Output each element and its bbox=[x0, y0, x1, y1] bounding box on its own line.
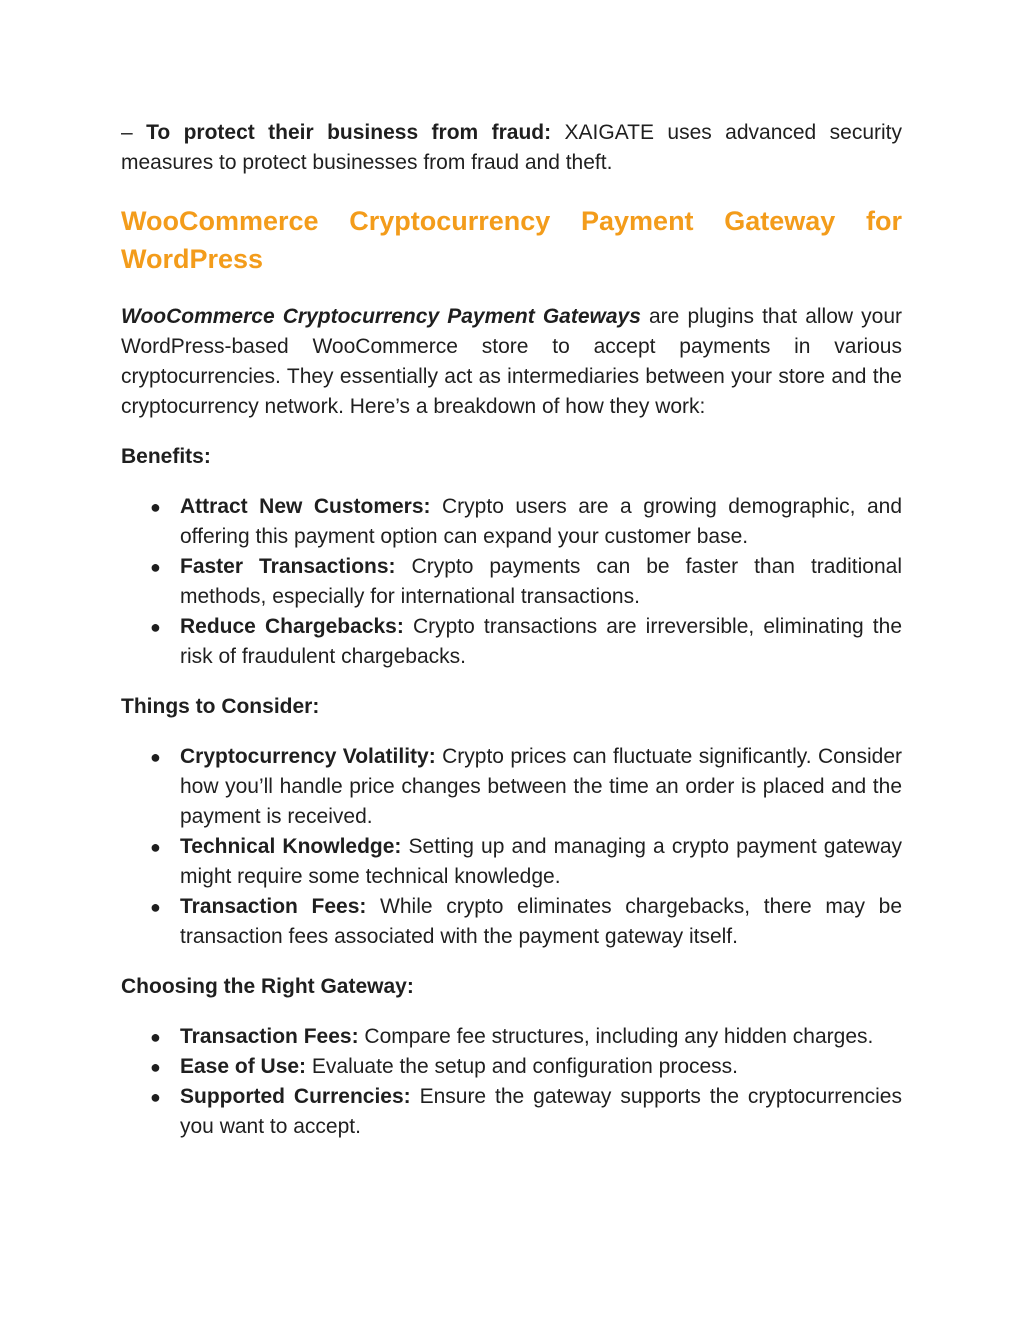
list-item-bold: Faster Transactions: bbox=[180, 555, 396, 578]
bullet-dot-icon: ● bbox=[150, 497, 161, 517]
list-item-text: Crypto payments can be faster than traditional methods, especially for international transactions. bbox=[180, 555, 903, 608]
list-item-text: Compare fee structures, including any hidden charges. bbox=[358, 1025, 874, 1048]
list-item bbox=[150, 552, 903, 612]
bullet-dot-icon: ● bbox=[150, 837, 161, 857]
bullet-list-choosing-gateway bbox=[121, 1022, 902, 1142]
intro-text: XAIGATE uses advanced security measures to protect businesses from fraud and theft. bbox=[121, 121, 902, 174]
list-item bbox=[150, 492, 902, 552]
list-item-text: Setting up and managing a crypto payment gateway might require some technical knowledge. bbox=[180, 835, 902, 888]
intro-paragraph bbox=[121, 118, 902, 178]
list-item-text: Evaluate the setup and configuration process. bbox=[306, 1055, 739, 1078]
intro-dash: – bbox=[121, 121, 147, 144]
bullet-dot-icon: ● bbox=[150, 747, 161, 767]
bullet-dot-icon: ● bbox=[150, 897, 161, 917]
bullet-dot-icon: ● bbox=[150, 617, 161, 637]
list-item bbox=[150, 742, 902, 832]
section-title-benefits: Benefits: bbox=[121, 445, 211, 468]
list-item bbox=[150, 832, 902, 892]
section-heading: WooCommerce Cryptocurrency Payment Gateway for WordPress bbox=[121, 206, 902, 274]
bullet-dot-icon: ● bbox=[150, 1087, 161, 1107]
bullet-dot-icon: ● bbox=[150, 1027, 161, 1047]
list-item-bold: Cryptocurrency Volatility: bbox=[180, 745, 436, 768]
bullet-list-benefits bbox=[121, 492, 902, 672]
list-item bbox=[150, 1052, 902, 1082]
description-bold-italic-lead: WooCommerce Cryptocurrency Payment Gateways bbox=[121, 305, 641, 328]
list-item-bold: Transaction Fees: bbox=[180, 1025, 359, 1048]
list-item-bold: Ease of Use: bbox=[180, 1055, 307, 1078]
section-title-things-to-consider: Things to Consider: bbox=[121, 695, 320, 718]
list-item bbox=[150, 1082, 902, 1142]
list-item-text: Crypto transactions are irreversible, eliminating the risk of fraudulent chargebacks. bbox=[180, 615, 902, 668]
section-title-choosing-gateway: Choosing the Right Gateway: bbox=[121, 975, 414, 998]
list-item bbox=[150, 612, 902, 672]
description-text: are plugins that allow your WordPress-based WooCommerce store to accept payments in various cryptocurrencies. They essentially act as intermediaries between your store and the cryptocurrency network. Here’s a breakdown of how they work: bbox=[121, 305, 902, 418]
list-item-bold: Technical Knowledge: bbox=[180, 835, 402, 858]
description-paragraph bbox=[121, 302, 902, 422]
list-item-text: Crypto users are a growing demographic, and offering this payment option can expand your customer base. bbox=[180, 495, 902, 548]
list-item-text: Ensure the gateway supports the cryptocurrencies you want to accept. bbox=[180, 1085, 902, 1138]
list-item-bold: Transaction Fees: bbox=[180, 895, 367, 918]
list-item-bold: Reduce Chargebacks: bbox=[180, 615, 404, 638]
intro-bold-lead: To protect their business from fraud: bbox=[146, 121, 552, 144]
list-item-text: While crypto eliminates chargebacks, there may be transaction fees associated with the payment gateway itself. bbox=[180, 895, 902, 948]
list-item bbox=[150, 892, 902, 952]
list-item-bold: Attract New Customers: bbox=[180, 495, 431, 518]
bullet-list-things-to-consider bbox=[121, 742, 902, 952]
list-item-text: Crypto prices can fluctuate significantly. Consider how you’ll handle price changes between the time an order is placed and the payment is received. bbox=[180, 745, 902, 828]
list-item-bold: Supported Currencies: bbox=[180, 1085, 411, 1108]
list-item bbox=[150, 1022, 902, 1052]
bullet-dot-icon: ● bbox=[150, 557, 161, 577]
bullet-dot-icon: ● bbox=[150, 1057, 161, 1077]
